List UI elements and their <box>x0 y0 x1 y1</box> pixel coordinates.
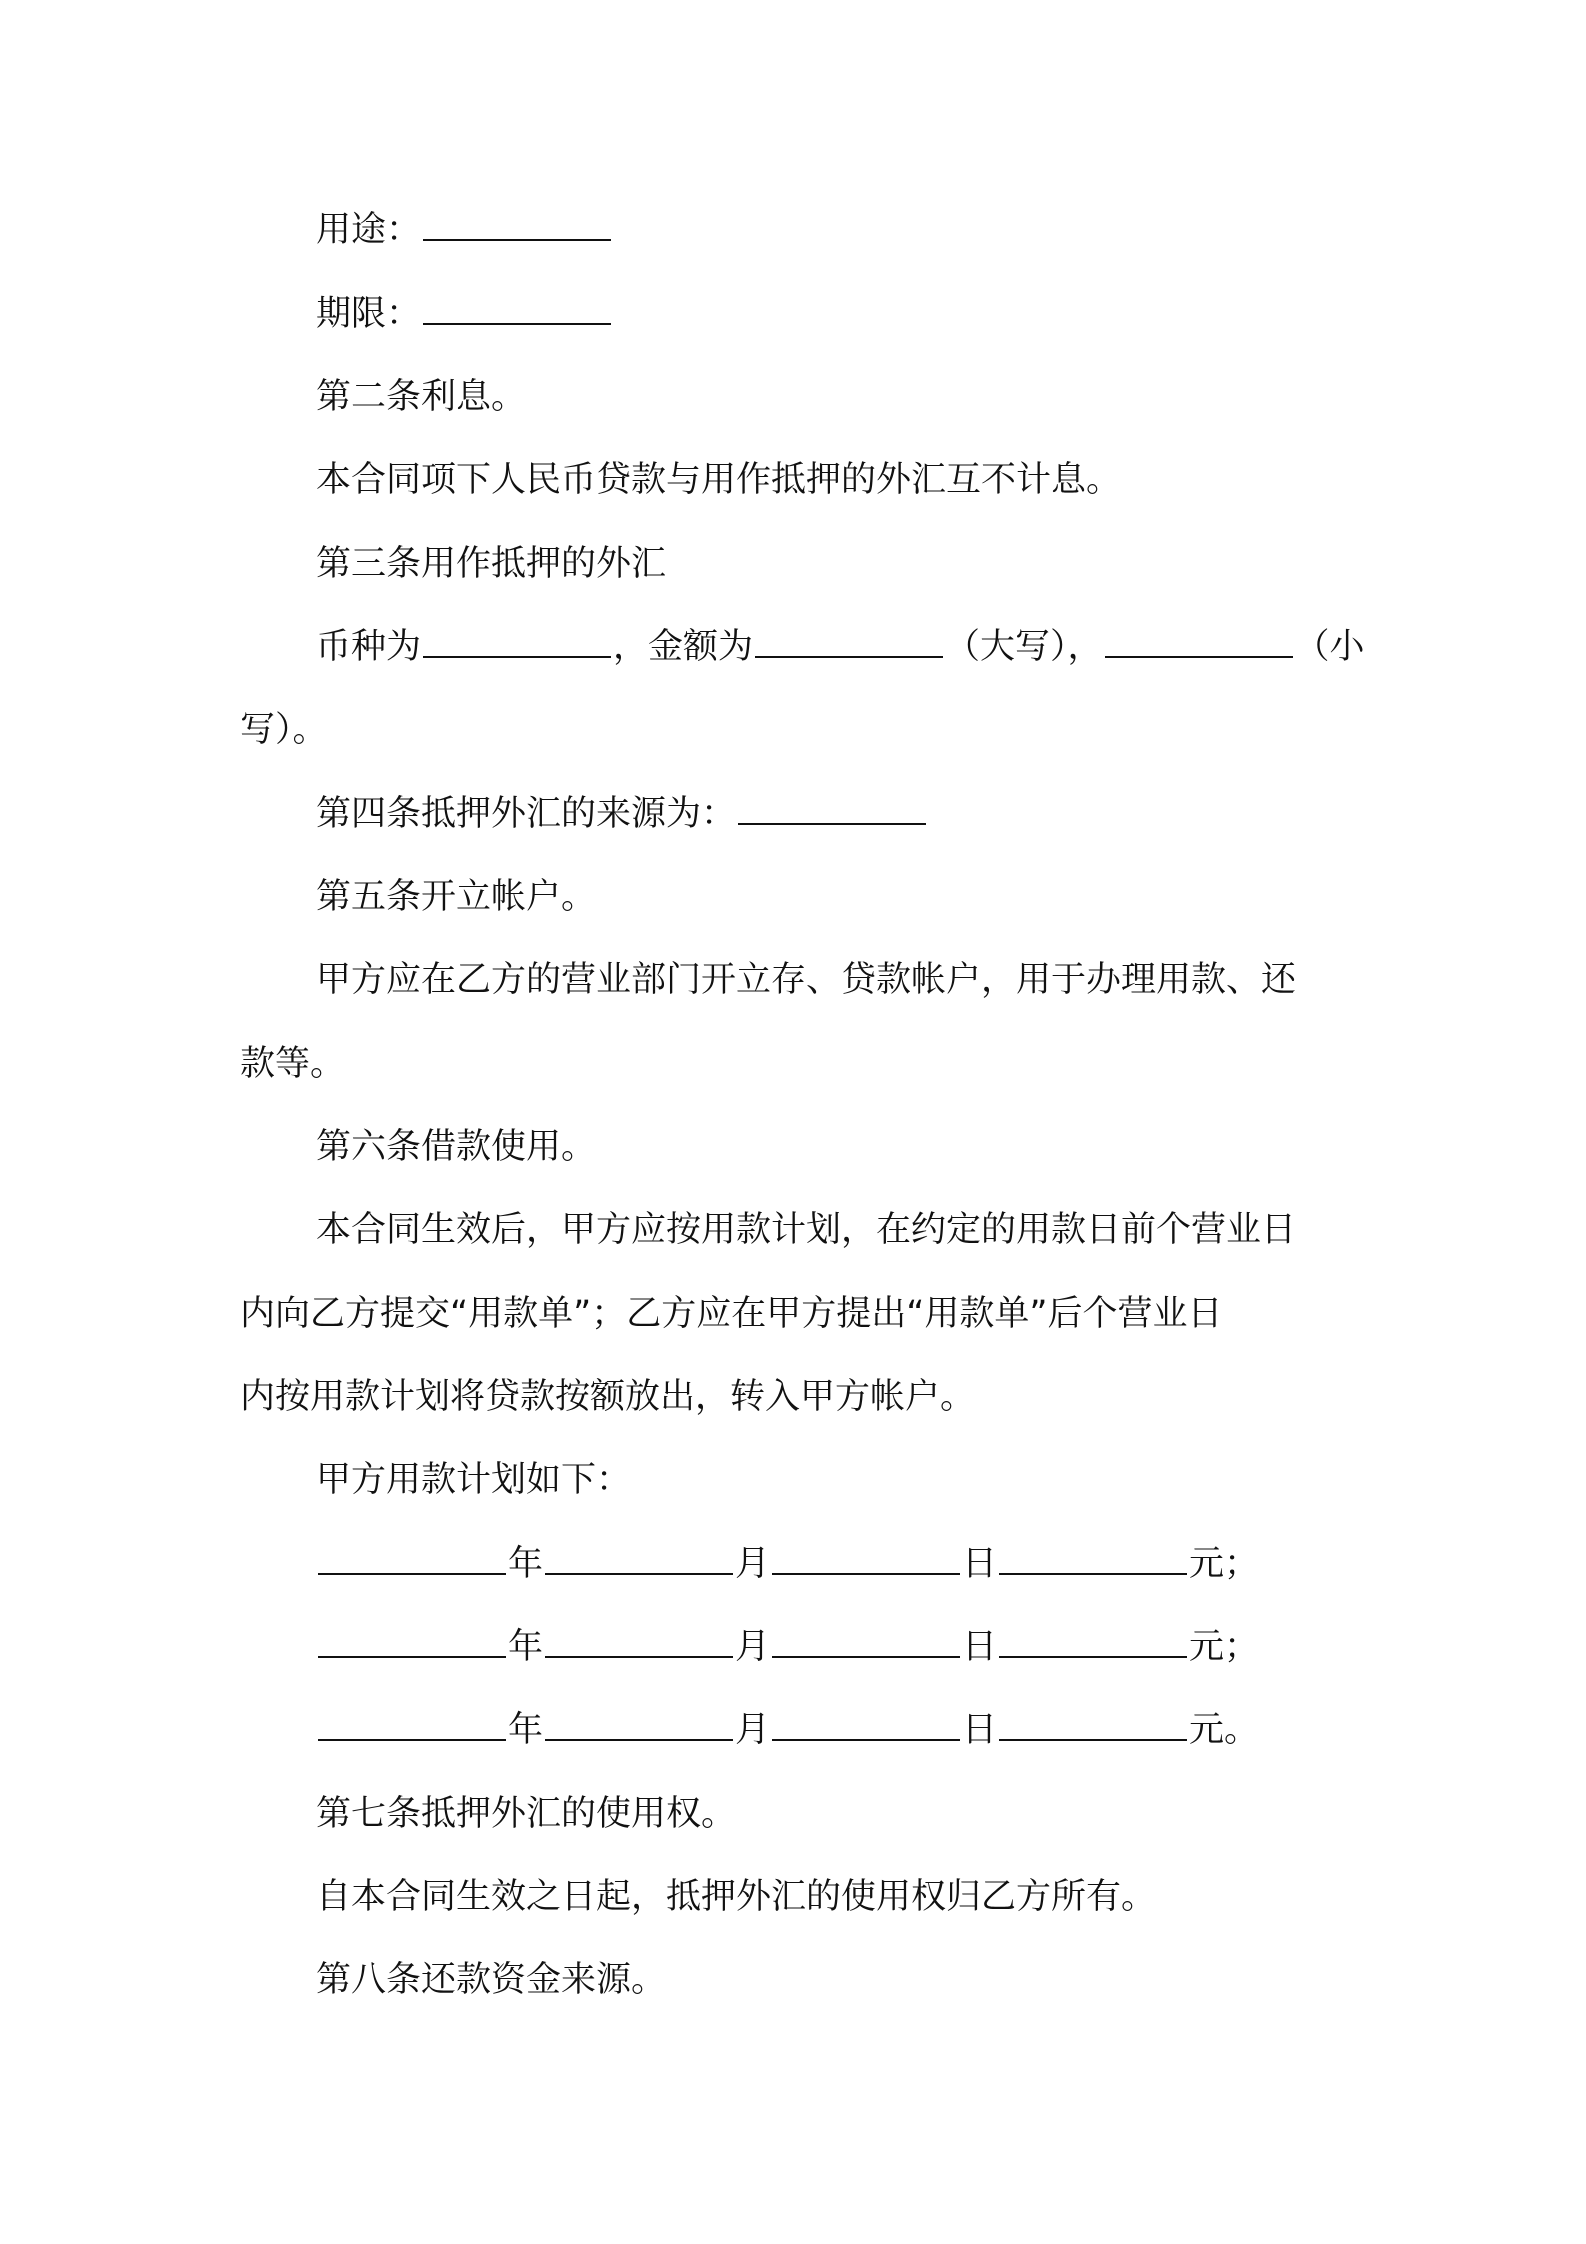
article-8-title: 第八条还款资金来源。 <box>316 1960 667 2000</box>
amount-label: ，金额为 <box>613 627 754 667</box>
term-blank <box>423 295 611 325</box>
article-5-title: 第五条开立帐户。 <box>316 877 597 917</box>
currency-blank <box>423 628 611 658</box>
year-label: 年 <box>508 1544 544 1584</box>
day-blank <box>772 1628 960 1658</box>
month-blank <box>545 1711 733 1741</box>
day-blank <box>772 1545 960 1575</box>
article-2-title: 第二条利息。 <box>316 377 527 417</box>
year-blank <box>318 1545 506 1575</box>
article-7-title: 第七条抵押外汇的使用权。 <box>316 1794 737 1834</box>
month-blank <box>545 1545 733 1575</box>
day-label: 日 <box>962 1544 998 1584</box>
article-4-line <box>316 790 1360 838</box>
article-6-text-line1: 本合同生效后，甲方应按用款计划，在约定的用款日前个营业日 <box>316 1210 1297 1250</box>
plan-row <box>316 1540 1360 1588</box>
article-6-text-line3: 内按用款计划将贷款按额放出，转入甲方帐户。 <box>240 1377 976 1417</box>
year-label: 年 <box>508 1627 544 1667</box>
article-6-title: 第六条借款使用。 <box>316 1127 597 1167</box>
article-5-text-line1: 甲方应在乙方的营业部门开立存、贷款帐户，用于办理用款、还 <box>316 960 1297 1000</box>
lower-label-a: （小 <box>1294 627 1365 667</box>
purpose-label: 用途： <box>316 210 422 250</box>
article-5-text-line2: 款等。 <box>240 1044 346 1084</box>
article-4-text: 第四条抵押外汇的来源为： <box>316 794 737 834</box>
yuan-label: 元； <box>1189 1544 1260 1584</box>
month-label: 月 <box>735 1544 771 1584</box>
year-label: 年 <box>508 1710 544 1750</box>
currency-label: 币种为 <box>316 627 422 667</box>
article-7-text: 自本合同生效之日起，抵押外汇的使用权归乙方所有。 <box>316 1877 1157 1917</box>
amount-blank <box>999 1545 1187 1575</box>
month-blank <box>545 1628 733 1658</box>
plan-title: 甲方用款计划如下： <box>316 1460 632 1500</box>
article-3-text-line2: 写）。 <box>240 710 328 750</box>
day-blank <box>772 1711 960 1741</box>
yuan-label: 元。 <box>1189 1710 1260 1750</box>
month-label: 月 <box>735 1627 771 1667</box>
term-line <box>316 290 1360 338</box>
amount-upper-blank <box>755 628 943 658</box>
amount-lower-blank <box>1105 628 1293 658</box>
article-2-text: 本合同项下人民币贷款与用作抵押的外汇互不计息。 <box>316 460 1122 500</box>
purpose-blank <box>423 211 611 241</box>
year-blank <box>318 1628 506 1658</box>
amount-blank <box>999 1628 1187 1658</box>
yuan-label: 元； <box>1189 1627 1260 1667</box>
day-label: 日 <box>962 1627 998 1667</box>
article-3-title: 第三条用作抵押的外汇 <box>316 544 667 584</box>
article-6-text-line2: 内向乙方提交“用款单”；乙方应在甲方提出“用款单”后个营业日 <box>240 1294 1223 1334</box>
purpose-line <box>316 206 1360 254</box>
plan-row <box>316 1623 1360 1671</box>
year-blank <box>318 1711 506 1741</box>
article-3-text-line1 <box>316 623 1365 671</box>
plan-row <box>316 1706 1360 1754</box>
upper-label: （大写）， <box>945 627 1103 667</box>
term-label: 期限： <box>316 294 422 334</box>
source-blank <box>738 795 926 825</box>
month-label: 月 <box>735 1710 771 1750</box>
amount-blank <box>999 1711 1187 1741</box>
day-label: 日 <box>962 1710 998 1750</box>
